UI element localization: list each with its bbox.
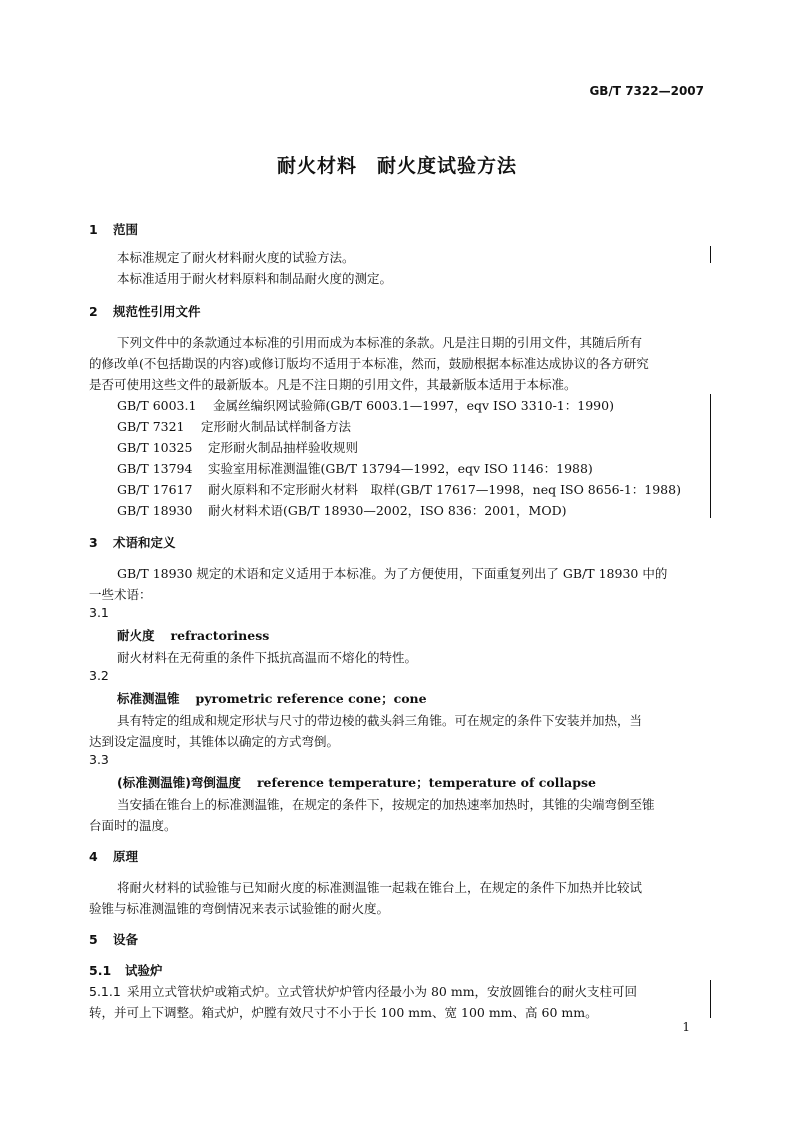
paragraph-line: 验锥与标准测温锥的弯倒情况来表示试验锥的耐火度。	[89, 901, 390, 916]
subsection-number: 5.1	[89, 963, 112, 978]
reference-title: 耐火原料和不定形耐火材料 取样(GB/T 17617—1998，neq ISO 8656-1：1988)	[208, 482, 681, 497]
term-english: refractoriness	[170, 628, 270, 643]
reference-item	[117, 480, 681, 498]
standard-number: GB/T 7322—2007	[589, 84, 704, 98]
reference-item	[117, 396, 614, 414]
clause-line: 转，并可上下调整。箱式炉，炉膛有效尺寸不小于长 100 mm、宽 100 mm、高 60 mm。	[89, 1005, 598, 1020]
reference-code: GB/T 7321	[117, 419, 185, 434]
subsection-title: 试验炉	[125, 963, 163, 978]
term-number: 3.2	[89, 668, 109, 683]
clause-text: 采用立式管状炉或箱式炉。立式管状炉炉管内径最小为 80 mm，安放圆锥台的耐火支柱可回	[127, 984, 638, 999]
change-bar	[710, 394, 711, 518]
paragraph-line: 一些术语：	[89, 587, 152, 602]
clause-line	[89, 982, 637, 1000]
term-number: 3.1	[89, 605, 109, 620]
term-english: reference temperature；temperature of collapse	[256, 775, 597, 790]
term-chinese: (标准测温锥)弯倒温度	[117, 775, 241, 790]
reference-code: GB/T 10325	[117, 440, 193, 455]
section-3-heading	[89, 533, 176, 551]
paragraph-line: 本标准适用于耐火材料原料和制品耐火度的测定。	[117, 271, 393, 286]
reference-item	[117, 459, 593, 477]
section-number: 2	[89, 304, 98, 319]
document-title: 耐火材料 耐火度试验方法	[276, 155, 517, 177]
term-chinese: 标准测温锥	[117, 691, 180, 706]
clause-number: 5.1.1	[89, 984, 121, 999]
section-title: 原理	[113, 849, 139, 864]
section-number: 3	[89, 535, 98, 550]
section-5-heading	[89, 930, 138, 948]
reference-title: 耐火材料术语(GB/T 18930—2002，ISO 836：2001，MOD)	[208, 503, 567, 518]
reference-code: GB/T 17617	[117, 482, 193, 497]
term-definition: 耐火材料在无荷重的条件下抵抗高温而不熔化的特性。	[117, 650, 418, 665]
change-bar	[710, 980, 711, 1018]
term-number: 3.3	[89, 752, 109, 767]
section-2-heading	[89, 302, 201, 320]
paragraph-line: 本标准规定了耐火材料耐火度的试验方法。	[117, 250, 355, 265]
term-definition: 具有特定的组成和规定形状与尺寸的带边棱的截头斜三角锥。可在规定的条件下安装并加热，当	[117, 713, 643, 728]
reference-title: 定形耐火制品抽样验收规则	[208, 440, 359, 455]
term-chinese: 耐火度	[117, 628, 155, 643]
reference-item	[117, 438, 358, 456]
term-definition: 台面时的温度。	[89, 818, 177, 833]
section-title: 术语和定义	[113, 535, 176, 550]
term-heading	[117, 773, 596, 791]
section-number: 4	[89, 849, 98, 864]
section-title: 范围	[113, 222, 139, 237]
term-definition: 当安插在锥台上的标准测温锥，在规定的条件下，按规定的加热速率加热时，其锥的尖端弯倒至锥	[117, 797, 655, 812]
paragraph-line: 下列文件中的条款通过本标准的引用而成为本标准的条款。凡是注日期的引用文件，其随后所有	[117, 335, 643, 350]
paragraph-line: 的修改单(不包括勘误的内容)或修订版均不适用于本标准，然而，鼓励根据本标准达成协议的各方研究	[89, 356, 649, 371]
term-heading	[117, 689, 427, 707]
section-title: 设备	[113, 932, 139, 947]
reference-title: 金属丝编织网试验筛(GB/T 6003.1—1997，eqv ISO 3310-1：1990)	[213, 398, 614, 413]
reference-item	[117, 501, 566, 519]
section-number: 1	[89, 222, 98, 237]
paragraph-line: 将耐火材料的试验锥与已知耐火度的标准测温锥一起栽在锥台上，在规定的条件下加热并比较试	[117, 880, 643, 895]
term-english: pyrometric reference cone；cone	[195, 691, 427, 706]
term-definition: 达到设定温度时，其锥体以确定的方式弯倒。	[89, 734, 340, 749]
reference-code: GB/T 6003.1	[117, 398, 197, 413]
reference-code: GB/T 13794	[117, 461, 193, 476]
paragraph-line: GB/T 18930 规定的术语和定义适用于本标准。为了方便使用，下面重复列出了 GB/T 18930 中的	[117, 566, 668, 581]
reference-item	[117, 417, 351, 435]
section-number: 5	[89, 932, 98, 947]
section-4-heading	[89, 847, 138, 865]
page-number: 1	[682, 1020, 690, 1034]
paragraph-line: 是否可使用这些文件的最新版本。凡是不注日期的引用文件，其最新版本适用于本标准。	[89, 377, 577, 392]
section-title: 规范性引用文件	[113, 304, 201, 319]
change-bar	[710, 246, 711, 263]
section-1-heading	[89, 220, 138, 238]
reference-code: GB/T 18930	[117, 503, 193, 518]
subsection-heading	[89, 961, 163, 979]
term-heading	[117, 626, 269, 644]
reference-title: 定形耐火制品试样制备方法	[201, 419, 352, 434]
reference-title: 实验室用标准测温锥(GB/T 13794—1992，eqv ISO 1146：1988)	[208, 461, 593, 476]
